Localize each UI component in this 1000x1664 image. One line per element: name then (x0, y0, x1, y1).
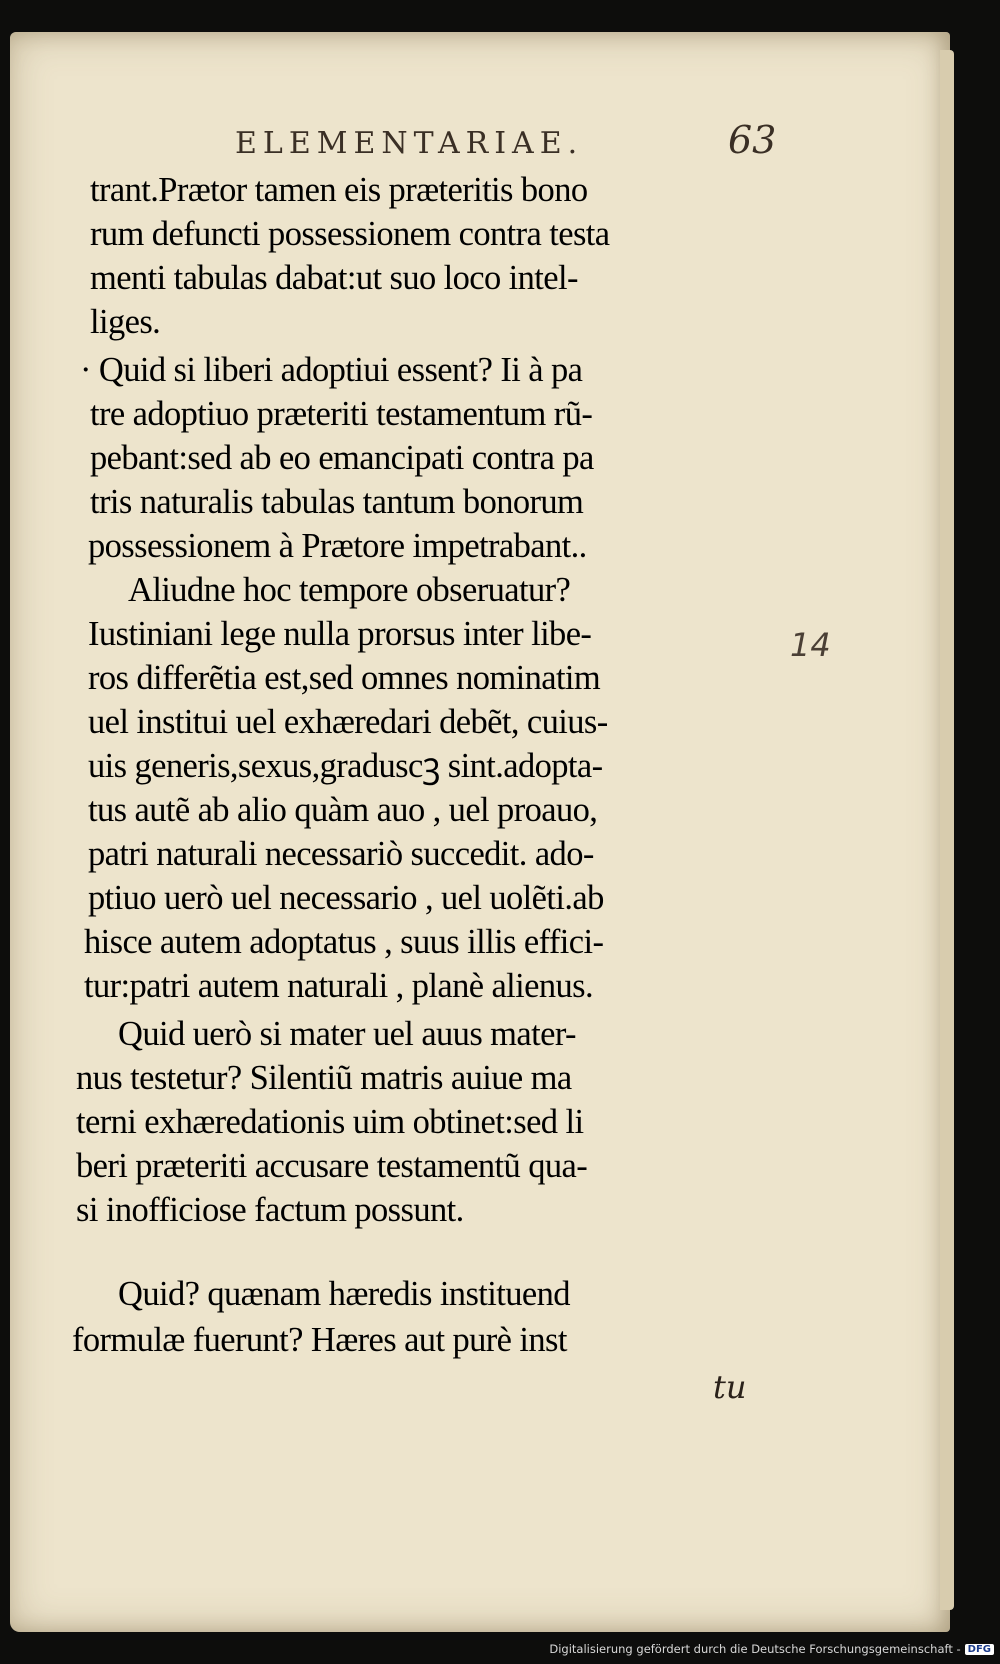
text-line: patri naturali necessariò succedit. ado- (88, 835, 594, 873)
text-line: trant.Prætor tamen eis præteritis bono (90, 171, 588, 209)
text-line: menti tabulas dabat:ut suo loco intel- (90, 259, 578, 297)
text-line: Aliudne hoc tempore obseruatur? (128, 571, 571, 609)
text-line: Quid uerò si mater uel auus mater- (118, 1015, 576, 1053)
text-line: nus testetur? Silentiũ matris auiue ma (76, 1059, 572, 1097)
page-edge (940, 50, 954, 1610)
text-line: tur:patri autem naturali , planè alienus. (84, 967, 594, 1005)
text-line: rum defuncti possessionem contra testa (90, 215, 610, 253)
text-line: uis generis,sexus,graduscꝫ sint.adopta- (88, 747, 603, 785)
text-line: tre adoptiuo præteriti testamentum rũ- (90, 395, 593, 433)
text-line: Quid? quænam hæredis instituend (118, 1275, 570, 1313)
page-number: 63 (728, 118, 777, 162)
text-line: pebant:sed ab eo emancipati contra pa (90, 439, 594, 477)
text-line: possessionem à Prætore impetrabant.. (88, 527, 587, 565)
text-line: terni exhæredationis uim obtinet:sed li (76, 1103, 584, 1141)
text-line: formulæ fuerunt? Hæres aut purè inst (72, 1321, 567, 1359)
text-line: tus autẽ ab alio quàm auo , uel proauo, (88, 791, 598, 829)
text-line: beri præteriti accusare testamentũ qua- (76, 1147, 588, 1185)
running-head: ELEMENTARIAE. (235, 126, 584, 161)
text-line: liges. (90, 303, 161, 341)
text-line: ptiuo uerò uel necessario , uel uolẽti.ab (88, 879, 604, 917)
margin-annotation: 14 (790, 626, 831, 664)
text-line: Iustiniani lege nulla prorsus inter libe- (88, 615, 592, 653)
text-line: hisce autem adoptatus , suus illis effici- (84, 923, 604, 961)
text-line: · Quid si liberi adoptiui essent? Ii à pa (80, 351, 583, 389)
catchword: tu (713, 1368, 747, 1406)
footer-credit (549, 1642, 994, 1656)
text-line: ros differẽtia est,sed omnes nominatim (88, 659, 601, 697)
footer-text: Digitalisierung gefördert durch die Deutsche Forschungsgemeinschaft - (549, 1642, 961, 1656)
text-line: tris naturalis tabulas tantum bonorum (90, 483, 584, 521)
text-line: uel institui uel exhæredari debẽt, cuius- (88, 703, 608, 741)
dfg-logo: DFG (965, 1644, 994, 1655)
text-line: si inofficiose factum possunt. (76, 1191, 464, 1229)
